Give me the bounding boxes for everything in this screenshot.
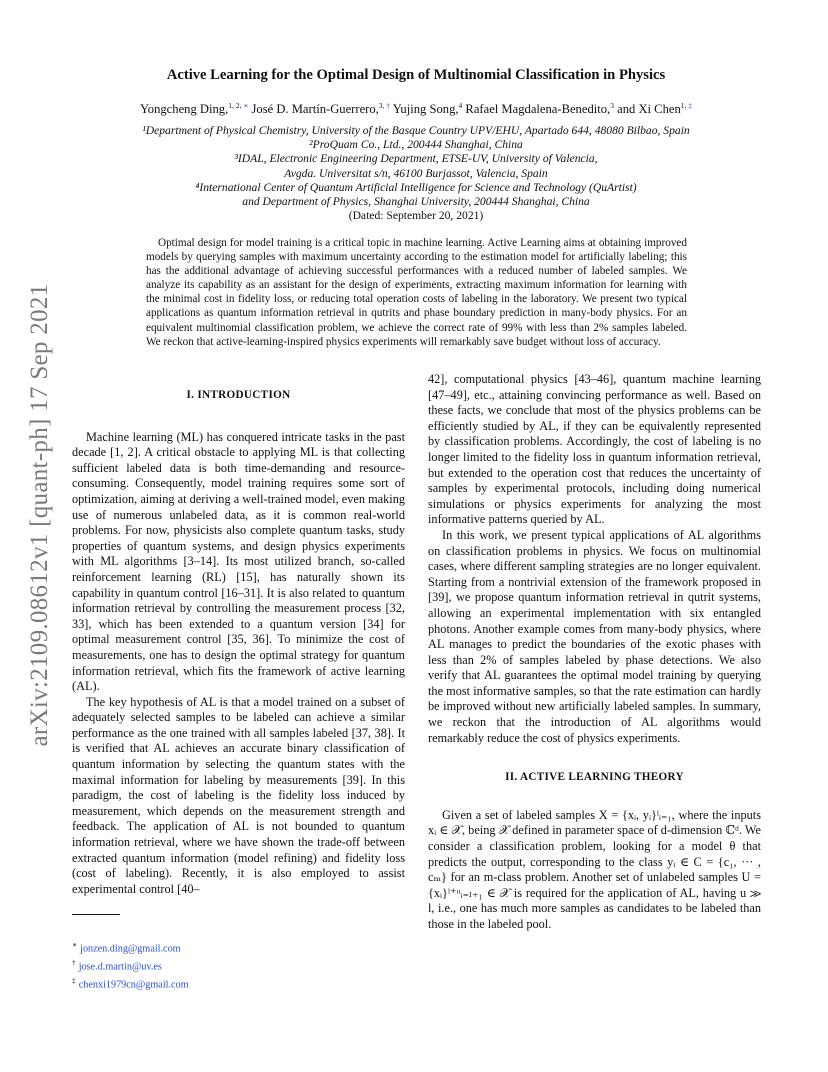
intro-paragraph-3: 42], computational physics [43–46], quantum machine learning [47–49], etc., attaining convincing performance as well. Based on these facts, we conclude that most of the physics problems can be efficiently studied by AL, if they can be equivalently represented by classification problems. Accordingly, the cost of labeling is no longer limited to the fidelity loss in quantum information retrieval, but extended to the operation cost that reduces the uncertainty of samples by experimental protocols, including doing numerical simulations or physics experiments for analyzing the most informative patterns queried by AL. [428, 372, 761, 527]
email-link[interactable]: chenxi1979cn@gmail.com [78, 978, 189, 990]
email-link[interactable]: jose.d.martin@uv.es [78, 961, 162, 973]
dated-line: (Dated: September 20, 2021) [348, 209, 484, 223]
footnote: ∗ jonzen.ding@gmail.com [72, 940, 181, 955]
footnote-link[interactable]: † [386, 101, 391, 110]
affiliation-line: ⁴International Center of Quantum Artificial Intelligence for Science and Technology (QuArtist) [195, 180, 637, 194]
intro-paragraph-4: In this work, we present typical applications of AL algorithms on classification problems in physics. We focus on multinomial cases, where different sampling strategies are no longer equivalent. Starting from a nontrivial extension of the framework proposed in [39], we propose quantum information retrieval in qutrit systems, allowing an experimental implementation with six entangled photons. Another example comes from many-body physics, where AL manages to predict the boundaries of the exotic phases with less than 2% of samples labeled by phase detections. We also verify that AL guarantees the optimal model training by querying the most informative samples, so that the rate estimation can hardly be improved without new artificially labeled samples. In summary, we reckon that the introduction of AL algorithms would remarkably reduce the cost of physics experiments. [428, 527, 761, 745]
footnote-link[interactable]: ∗ [243, 101, 249, 110]
footnote: † jose.d.martin@uv.es [72, 957, 162, 973]
author-name: Yongcheng Ding, [139, 102, 229, 117]
author-name: José D. Martín-Guerrero, [251, 102, 379, 117]
author-name: Yujing Song, [392, 102, 459, 117]
intro-paragraph-1: Machine learning (ML) has conquered intricate tasks in the past decade [1, 2]. A critical obstacle to applying ML is that collecting sufficient labeled data is both time-demanding and resource-consuming. Consequently, model training requires some sort of optimization, aiming at deriving a well-trained model, even making use of numerous unlabeled data, as it is common real-world problems. For now, physicists also complete quantum tasks, study properties of quantum systems, and design physics experiments with ML algorithms [3–14]. Its most utilized branch, so-called reinforcement learning (RL) [15], has naturally shown its capability in quantum control [16–31]. It is also related to quantum information retrieval by controlling the measurement process [32, 33], which has been extended to a quantum version [34] for optimal measurement control [35, 36]. To minimize the cost of measurements, one has to design the optimal strategy for quantum information retrieval, which fits the framework of active learning (AL). [72, 429, 405, 694]
author-name: and Xi Chen [617, 102, 681, 117]
footnote-divider [72, 914, 120, 915]
affiliation-line: ³IDAL, Electronic Engineering Department, ETSE-UV, University of Valencia, [234, 152, 598, 166]
section-heading-introduction: I. INTRODUCTION [186, 389, 291, 401]
arxiv-sidebar-stamp [18, 280, 62, 750]
affiliation-line: ¹Department of Physical Chemistry, University of the Basque Country UPV/EHU, Apartado 644, 48080 Bilbao, Spain [142, 124, 690, 137]
section-heading-active-learning-theory: II. ACTIVE LEARNING THEORY [505, 771, 684, 784]
abstract: Optimal design for model training is a critical topic in machine learning. Active Learning aims at obtaining improved models by querying samples with maximum uncertainty according to the estimation model for artificially labeling; this has the additional advantage of achieving successful performances with a reduced number of labeled samples. We analyze its capability as an assistant for the design of experiments, extracting maximum information for learning with the minimal cost in fidelity loss, or reducing total operation costs of labeling in the laboratory. We present two typical applications as quantum information retrieval in qutrits and phase boundary prediction in many-body physics. For an equivalent multinomial classification problem, we achieve the correct rate of 99% with less than 2% samples labeled. We reckon that active-learning-inspired physics experiments will remarkably save budget without loss of accuracy. [146, 237, 687, 348]
left-column [72, 388, 405, 897]
footnotes [72, 938, 189, 991]
affiliation-line: ²ProQuam Co., Ltd., 200444 Shanghai, China [309, 138, 523, 152]
affiliation-line: and Department of Physics, Shanghai University, 200444 Shanghai, China [242, 195, 590, 209]
author-list: Yongcheng Ding,$^{1, 2,}$ ∗ José D. Martín-Guerrero,$^{3,}$ † Yujing Song,$^4$ Rafael Magdalena-Benedito,$^3$ and Xi Chen$^{1,}$ ‡ [139, 101, 693, 117]
theory-paragraph-1: Given a set of labeled samples X = {xᵢ, yᵢ}ˡᵢ₌₁, where the inputs xᵢ ∈ 𝒳, being 𝒳 defined in parameter space of d-dimension ℂᵈ. We consider a classification problem, looking for a model θ that predicts the output, corresponding to the class yᵢ ∈ C = {c₁, ··· , cₘ} for an m-class problem. Another set of unlabeled samples U = {xᵢ}ˡ⁺ᵘᵢ₌ₗ₊₁ ∈ 𝒳 is required for the application of AL, having u ≫ l, i.e., one has much more samples as candidates to be labeled than those in the labeled pool. [428, 807, 761, 931]
right-column [428, 372, 761, 933]
footnote: ‡ chenxi1979cn@gmail.com [72, 975, 189, 990]
paper-title: Active Learning for the Optimal Design of Multinomial Classification in Physics [166, 67, 666, 83]
author-name: Rafael Magdalena-Benedito, [465, 102, 611, 117]
footnote-link[interactable]: ‡ [688, 101, 693, 110]
intro-paragraph-2: The key hypothesis of AL is that a model trained on a subset of adequately selected samples to be labeled can achieve a similar performance as the one trained with all samples labeled [37, 38]. It is verified that AL achieves an accurate binary classification of quantum information by selecting the quantum states with the maximal information for labeling by measurements [39]. In this paradigm, the cost of labeling is the fidelity loss induced by measurement, which depends on the measurement strength and feedback. The application of AL is not bounded to quantum information retrieval, where we have shown the trade-off between extracted quantum information (model refining) and fidelity loss (cost of labeling). Recently, it is also employed to assist experimental control [40– [72, 694, 405, 896]
arxiv-identifier: arXiv:2109.08612v1 [quant-ph] 17 Sep 2021 [26, 283, 53, 747]
affiliations [72, 124, 760, 223]
affiliation-line: Avgda. Universitat s/n, 46100 Burjassot, Valencia, Spain [284, 166, 548, 180]
email-link[interactable]: jonzen.ding@gmail.com [80, 943, 181, 955]
